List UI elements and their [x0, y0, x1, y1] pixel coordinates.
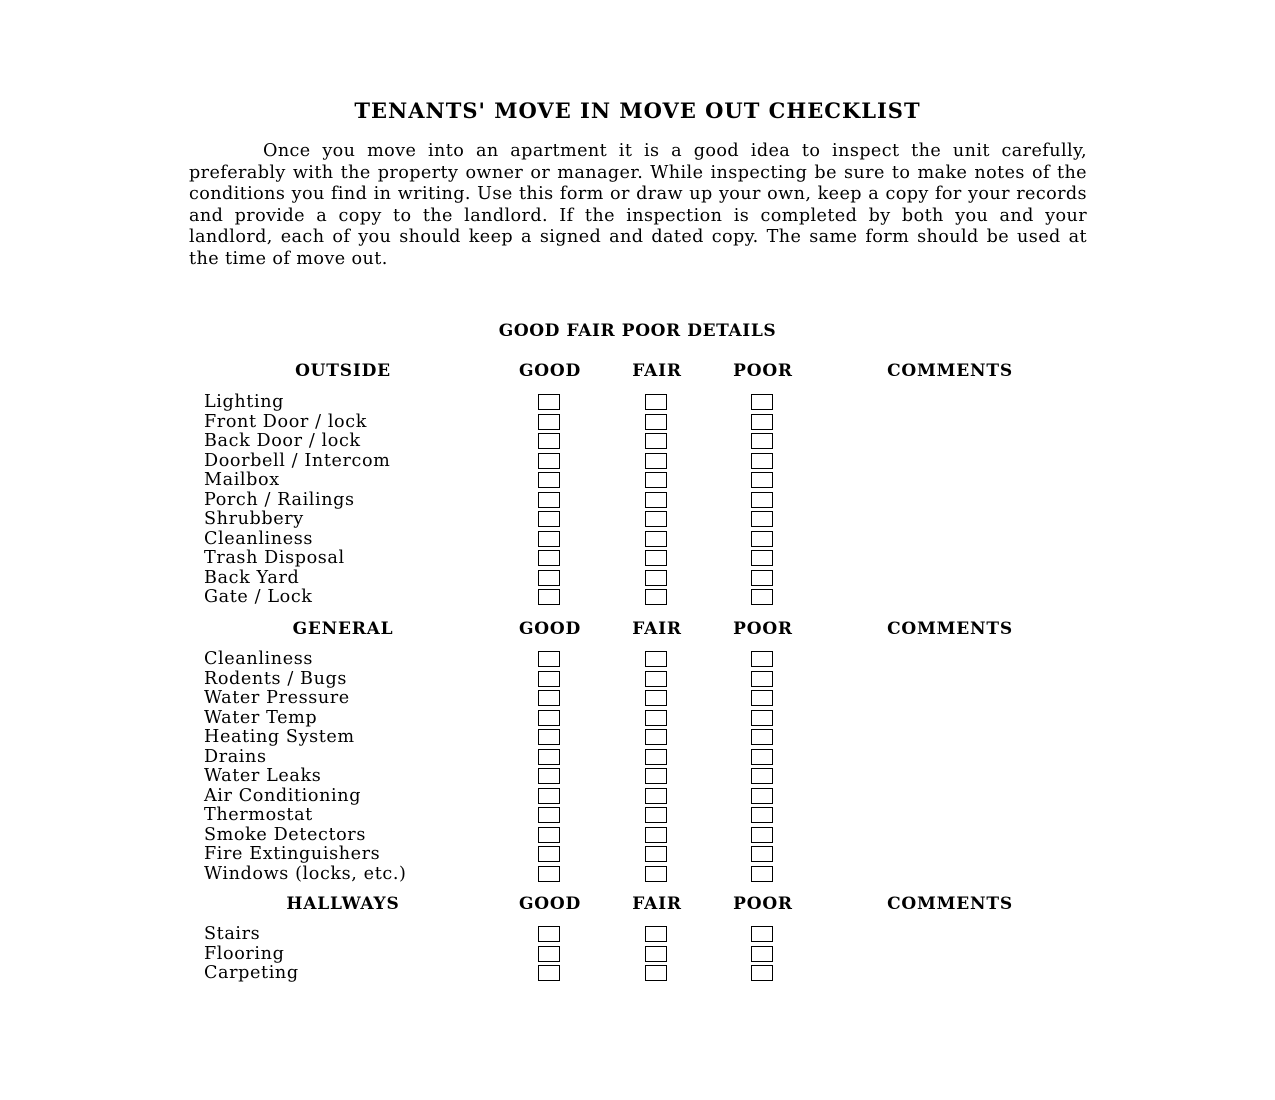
poor-checkbox[interactable] — [751, 965, 773, 981]
fair-checkbox[interactable] — [645, 394, 667, 410]
fair-checkbox[interactable] — [645, 651, 667, 667]
checklist-item-label: Water Temp — [204, 707, 318, 728]
fair-checkbox[interactable] — [645, 710, 667, 726]
poor-checkbox[interactable] — [751, 946, 773, 962]
checklist-item-label: Gate / Lock — [204, 587, 313, 607]
fair-checkbox[interactable] — [645, 946, 667, 962]
fair-checkbox[interactable] — [645, 965, 667, 981]
checklist-item-label: Back Door / lock — [204, 431, 361, 451]
poor-checkbox[interactable] — [751, 671, 773, 687]
good-checkbox[interactable] — [538, 651, 560, 667]
checklist-item-label: Front Door / lock — [204, 411, 367, 432]
checklist-item-label: Air Conditioning — [204, 785, 362, 806]
good-checkbox[interactable] — [538, 807, 560, 823]
checklist-item-label: Flooring — [204, 943, 285, 964]
fair-checkbox[interactable] — [645, 433, 667, 449]
poor-checkbox[interactable] — [751, 690, 773, 706]
fair-checkbox[interactable] — [645, 788, 667, 804]
column-header-good: GOOD — [518, 361, 582, 381]
checklist-item-label: Doorbell / Intercom — [204, 450, 391, 471]
column-header-fair: FAIR — [632, 894, 682, 914]
good-checkbox[interactable] — [538, 926, 560, 942]
checklist-item-label: Lighting — [204, 392, 284, 412]
section-heading-hallways: HALLWAYS — [286, 894, 400, 914]
poor-checkbox[interactable] — [751, 749, 773, 765]
column-header-good: GOOD — [518, 619, 582, 639]
column-header-fair: FAIR — [632, 361, 682, 381]
good-checkbox[interactable] — [538, 768, 560, 784]
column-header-comments: COMMENTS — [887, 619, 1013, 639]
poor-checkbox[interactable] — [751, 846, 773, 862]
good-checkbox[interactable] — [538, 453, 560, 469]
poor-checkbox[interactable] — [751, 453, 773, 469]
good-checkbox[interactable] — [538, 570, 560, 586]
poor-checkbox[interactable] — [751, 866, 773, 882]
good-checkbox[interactable] — [538, 690, 560, 706]
poor-checkbox[interactable] — [751, 710, 773, 726]
poor-checkbox[interactable] — [751, 394, 773, 410]
poor-checkbox[interactable] — [751, 414, 773, 430]
checklist-item-label: Drains — [204, 746, 267, 767]
poor-checkbox[interactable] — [751, 531, 773, 547]
fair-checkbox[interactable] — [645, 827, 667, 843]
fair-checkbox[interactable] — [645, 846, 667, 862]
column-header-comments: COMMENTS — [887, 894, 1013, 914]
checklist-item-label: Cleanliness — [204, 528, 313, 549]
good-checkbox[interactable] — [538, 511, 560, 527]
checklist-item-label: Mailbox — [204, 470, 280, 490]
good-checkbox[interactable] — [538, 866, 560, 882]
checklist-item-label: Cleanliness — [204, 649, 313, 669]
column-header-fair: FAIR — [632, 619, 682, 639]
rating-subheading: GOOD FAIR POOR DETAILS — [498, 321, 777, 341]
fair-checkbox[interactable] — [645, 866, 667, 882]
poor-checkbox[interactable] — [751, 651, 773, 667]
good-checkbox[interactable] — [538, 788, 560, 804]
intro-paragraph: Once you move into an apartment it is a good idea to inspect the unit carefully, preferably with the property owner or manager. While inspecting be sure to make notes of the conditions you find in writing. Use this form or draw up your own, keep a copy for your records and provide a copy to the landlord. If the inspection is completed by both you and your landlord, each of you should keep a signed and dated copy. The same form should be used at the time of move out. — [189, 141, 1087, 269]
fair-checkbox[interactable] — [645, 729, 667, 745]
checklist-item-label: Thermostat — [204, 805, 313, 825]
good-checkbox[interactable] — [538, 531, 560, 547]
poor-checkbox[interactable] — [751, 492, 773, 508]
fair-checkbox[interactable] — [645, 511, 667, 527]
section-heading-general: GENERAL — [292, 619, 394, 639]
checklist-item-label: Porch / Railings — [204, 489, 355, 510]
checklist-item-label: Fire Extinguishers — [204, 844, 381, 864]
fair-checkbox[interactable] — [645, 531, 667, 547]
poor-checkbox[interactable] — [751, 570, 773, 586]
fair-checkbox[interactable] — [645, 926, 667, 942]
good-checkbox[interactable] — [538, 710, 560, 726]
fair-checkbox[interactable] — [645, 671, 667, 687]
checklist-item-label: Smoke Detectors — [204, 824, 366, 845]
column-header-comments: COMMENTS — [887, 361, 1013, 381]
good-checkbox[interactable] — [538, 749, 560, 765]
good-checkbox[interactable] — [538, 589, 560, 605]
section-heading-outside: OUTSIDE — [295, 361, 391, 381]
good-checkbox[interactable] — [538, 729, 560, 745]
fair-checkbox[interactable] — [645, 414, 667, 430]
checklist-item-label: Heating System — [204, 727, 355, 747]
fair-checkbox[interactable] — [645, 570, 667, 586]
fair-checkbox[interactable] — [645, 550, 667, 566]
good-checkbox[interactable] — [538, 671, 560, 687]
column-header-poor: POOR — [733, 894, 793, 914]
column-header-poor: POOR — [733, 361, 793, 381]
checklist-item-label: Trash Disposal — [204, 548, 345, 568]
fair-checkbox[interactable] — [645, 492, 667, 508]
poor-checkbox[interactable] — [751, 768, 773, 784]
good-checkbox[interactable] — [538, 492, 560, 508]
checklist-item-label: Rodents / Bugs — [204, 668, 348, 689]
checklist-item-label: Water Leaks — [204, 766, 322, 786]
document-title: TENANTS' MOVE IN MOVE OUT CHECKLIST — [354, 98, 921, 123]
column-header-poor: POOR — [733, 619, 793, 639]
checklist-item-label: Windows (locks, etc.) — [204, 863, 407, 884]
checklist-item-label: Carpeting — [204, 963, 299, 983]
checklist-item-label: Back Yard — [204, 567, 300, 588]
poor-checkbox[interactable] — [751, 589, 773, 605]
checklist-item-label: Stairs — [204, 924, 261, 944]
poor-checkbox[interactable] — [751, 729, 773, 745]
fair-checkbox[interactable] — [645, 589, 667, 605]
fair-checkbox[interactable] — [645, 768, 667, 784]
poor-checkbox[interactable] — [751, 433, 773, 449]
poor-checkbox[interactable] — [751, 827, 773, 843]
fair-checkbox[interactable] — [645, 749, 667, 765]
fair-checkbox[interactable] — [645, 690, 667, 706]
checklist-item-label: Water Pressure — [204, 688, 350, 708]
fair-checkbox[interactable] — [645, 453, 667, 469]
good-checkbox[interactable] — [538, 827, 560, 843]
good-checkbox[interactable] — [538, 472, 560, 488]
poor-checkbox[interactable] — [751, 511, 773, 527]
poor-checkbox[interactable] — [751, 788, 773, 804]
good-checkbox[interactable] — [538, 550, 560, 566]
poor-checkbox[interactable] — [751, 926, 773, 942]
poor-checkbox[interactable] — [751, 472, 773, 488]
column-header-good: GOOD — [518, 894, 582, 914]
good-checkbox[interactable] — [538, 433, 560, 449]
good-checkbox[interactable] — [538, 846, 560, 862]
poor-checkbox[interactable] — [751, 807, 773, 823]
fair-checkbox[interactable] — [645, 807, 667, 823]
good-checkbox[interactable] — [538, 414, 560, 430]
good-checkbox[interactable] — [538, 394, 560, 410]
good-checkbox[interactable] — [538, 965, 560, 981]
good-checkbox[interactable] — [538, 946, 560, 962]
checklist-item-label: Shrubbery — [204, 509, 304, 529]
fair-checkbox[interactable] — [645, 472, 667, 488]
poor-checkbox[interactable] — [751, 550, 773, 566]
